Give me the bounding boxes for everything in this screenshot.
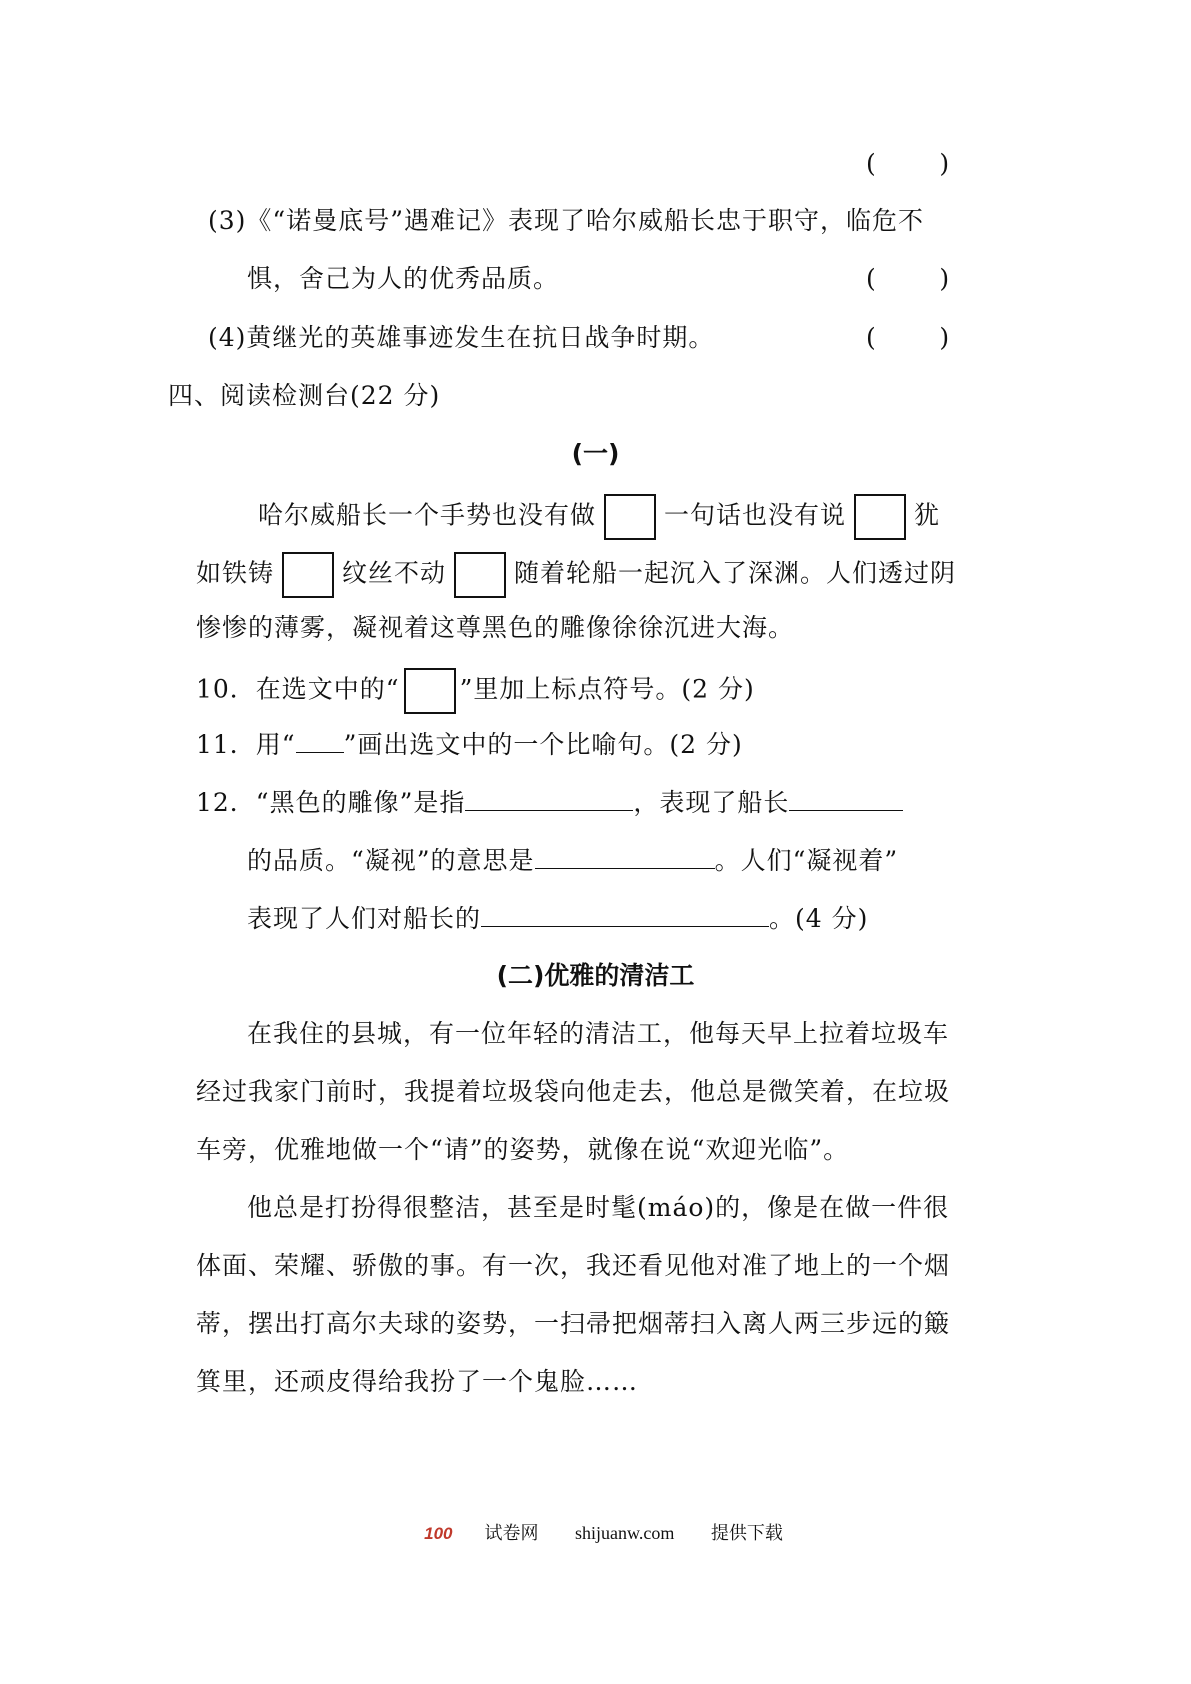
answer-paren-q4: ( ): [866, 323, 950, 352]
q10-text: ”里加上标点符号。(2 分): [459, 674, 755, 704]
q12-text: 。人们“凝视着”: [714, 846, 899, 875]
passage2-line: 他总是打扮得很整洁，甚至是时髦(máo)的，像是在做一件很: [247, 1193, 950, 1222]
q11-text: 11．用“: [196, 730, 296, 759]
answer-paren-q3: ( ): [866, 264, 950, 293]
q10: [196, 668, 755, 714]
site-logo: 100: [424, 1524, 453, 1543]
site-url[interactable]: shijuanw.com: [575, 1523, 675, 1543]
example-underline: [296, 726, 344, 753]
passage2-line: 蒂，摆出打高尔夫球的姿势，一扫帚把烟蒂扫入离人两三步远的簸: [196, 1309, 951, 1338]
passage1-text: 犹: [914, 500, 941, 530]
punctuation-box[interactable]: [854, 494, 906, 540]
page-footer: [0, 1520, 1191, 1547]
passage2-line: 在我住的县城，有一位年轻的清洁工，他每天早上拉着垃圾车: [247, 1019, 950, 1048]
passage1-text: 一句话也没有说: [664, 500, 847, 530]
passage2-line: 经过我家门前时，我提着垃圾袋向他走去，他总是微笑着，在垃圾: [196, 1077, 951, 1106]
q10-text: 10．在选文中的“: [196, 674, 400, 704]
answer-paren-q2: ( ): [866, 149, 950, 178]
punctuation-box[interactable]: [454, 552, 506, 598]
passage2-title: (二)优雅的清洁工: [496, 961, 695, 990]
passage1-title: (一): [571, 439, 620, 468]
passage1-text: 随着轮船一起沉入了深渊。人们透过阴: [514, 558, 957, 588]
passage1-line3: 惨惨的薄雾，凝视着这尊黑色的雕像徐徐沉进大海。: [196, 613, 795, 642]
passage2-line: 箕里，还顽皮得给我扮了一个鬼脸……: [196, 1367, 639, 1396]
answer-blank[interactable]: [789, 784, 903, 811]
q12-line1: [196, 784, 903, 821]
punctuation-box[interactable]: [604, 494, 656, 540]
q3-line2: 惧，舍己为人的优秀品质。: [247, 264, 560, 293]
q4-line1: (4)黄继光的英雄事迹发生在抗日战争时期。: [208, 323, 715, 352]
q12-text: 。(4 分): [769, 904, 869, 933]
site-name: 试卷网: [484, 1523, 539, 1543]
passage1-line1: [258, 494, 940, 540]
punctuation-box[interactable]: [282, 552, 334, 598]
example-box: [404, 668, 456, 714]
answer-blank[interactable]: [465, 784, 633, 811]
passage2-line: 体面、荣耀、骄傲的事。有一次，我还看见他对准了地上的一个烟: [196, 1251, 951, 1280]
q11: [196, 726, 743, 763]
section-heading: 四、阅读检测台(22 分): [168, 381, 441, 410]
answer-blank[interactable]: [535, 842, 715, 869]
q12-text: 表现了人们对船长的: [247, 904, 482, 933]
q12-line2: [247, 842, 898, 879]
answer-blank[interactable]: [481, 900, 769, 927]
q12-text: ，表现了船长: [633, 788, 790, 817]
passage2-line: 车旁，优雅地做一个“请”的姿势，就像在说“欢迎光临”。: [196, 1135, 850, 1164]
passage1-line2: [196, 552, 956, 598]
passage1-text: 哈尔威船长一个手势也没有做: [258, 500, 597, 530]
q11-text: ”画出选文中的一个比喻句。(2 分): [343, 730, 743, 759]
q12-line3: [247, 900, 868, 937]
q12-text: 的品质。“凝视”的意思是: [247, 846, 535, 875]
q3-line1: (3)《“诺曼底号”遇难记》表现了哈尔威船长忠于职守，临危不: [208, 206, 924, 235]
q12-text: 12．“黑色的雕像”是指: [196, 788, 466, 817]
download-note: 提供下载: [710, 1523, 783, 1543]
passage1-text: 如铁铸: [196, 558, 275, 588]
passage1-text: 纹丝不动: [342, 558, 447, 588]
